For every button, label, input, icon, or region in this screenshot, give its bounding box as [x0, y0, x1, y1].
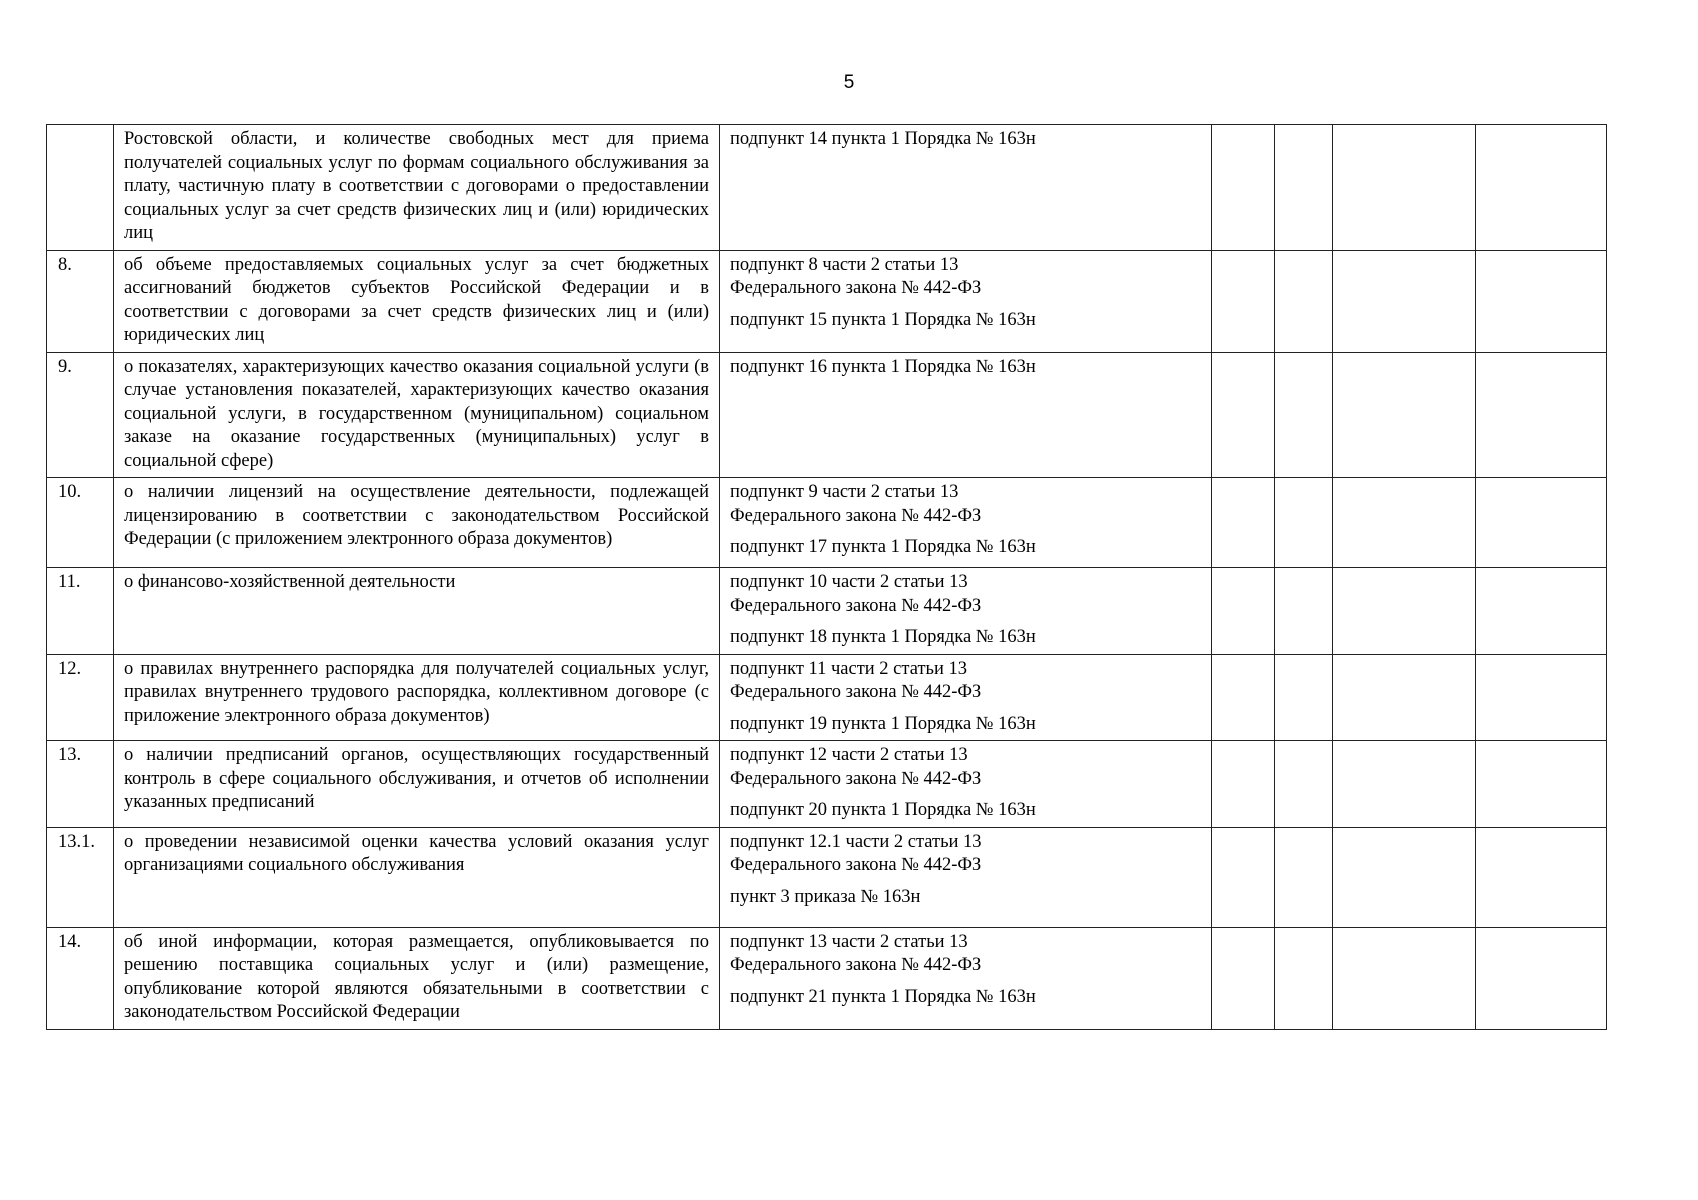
- row-number: 9.: [47, 352, 114, 478]
- row-number: 10.: [47, 478, 114, 568]
- page-number: 5: [843, 72, 855, 93]
- row-description: о показателях, характеризующих качество оказания социальной услуги (в случае установления показателей, характеризующих качество оказания социальной услуги, в государственном (муниципальном) социальном заказе на оказание государственных (муниципальных) услуг в социальной сфере): [114, 352, 720, 478]
- empty-cell: [1476, 741, 1607, 828]
- row-description: о проведении независимой оценки качества условий оказания услуг организациями социального обслуживания: [114, 827, 720, 927]
- empty-cell: [1212, 125, 1275, 251]
- reference-line: подпункт 19 пункта 1 Порядка № 163н: [730, 713, 1036, 734]
- empty-cell: [1275, 568, 1333, 655]
- empty-cell: [1212, 741, 1275, 828]
- reference-line: подпункт 8 части 2 статьи 13: [730, 254, 959, 275]
- table-row: [47, 125, 1607, 251]
- empty-cell: [1333, 250, 1476, 352]
- reference-line: пункт 3 приказа № 163н: [730, 886, 921, 907]
- empty-cell: [1333, 827, 1476, 927]
- row-description: о наличии предписаний органов, осуществляющих государственный контроль в сфере социального обслуживания, и отчетов об исполнении указанных предписаний: [114, 741, 720, 828]
- reference-line: Федерального закона № 442-ФЗ: [730, 278, 982, 298]
- table-row: [47, 250, 1607, 352]
- table-row: [47, 654, 1607, 741]
- empty-cell: [1212, 927, 1275, 1029]
- row-legal-reference: [720, 741, 1212, 828]
- row-description: о правилах внутреннего распорядка для получателей социальных услуг, правилах внутреннего трудового распорядка, коллективном договоре (с приложение электронного образа документов): [114, 654, 720, 741]
- empty-cell: [1476, 478, 1607, 568]
- empty-cell: [1275, 478, 1333, 568]
- reference-line: подпункт 10 части 2 статьи 13: [730, 572, 968, 592]
- reference-line: подпункт 9 части 2 статьи 13: [730, 482, 959, 502]
- reference-line: Федерального закона № 442-ФЗ: [730, 768, 982, 789]
- table-row: [47, 927, 1607, 1029]
- reference-line: подпункт 18 пункта 1 Порядка № 163н: [730, 627, 1036, 647]
- requirements-table: [46, 124, 1607, 1030]
- reference-spacer: [730, 618, 1201, 626]
- reference-spacer: [730, 301, 1201, 309]
- empty-cell: [1212, 250, 1275, 352]
- empty-cell: [1333, 654, 1476, 741]
- reference-spacer: [730, 791, 1201, 799]
- row-description: о наличии лицензий на осуществление деятельности, подлежащей лицензированию в соответствии с законодательством Российской Федерации (с приложением электронного образа документов): [114, 478, 720, 568]
- empty-cell: [1275, 654, 1333, 741]
- reference-spacer: [730, 528, 1201, 536]
- empty-cell: [1476, 654, 1607, 741]
- table-row: [47, 568, 1607, 655]
- reference-spacer: [730, 705, 1201, 713]
- empty-cell: [1212, 568, 1275, 655]
- reference-line: подпункт 17 пункта 1 Порядка № 163н: [730, 537, 1036, 557]
- empty-cell: [1333, 741, 1476, 828]
- table-row: [47, 478, 1607, 568]
- empty-cell: [1212, 827, 1275, 927]
- reference-line: подпункт 12.1 части 2 статьи 13: [730, 831, 982, 852]
- empty-cell: [1333, 478, 1476, 568]
- empty-cell: [1212, 478, 1275, 568]
- reference-line: подпункт 21 пункта 1 Порядка № 163н: [730, 986, 1036, 1007]
- empty-cell: [1275, 125, 1333, 251]
- reference-line: подпункт 15 пункта 1 Порядка № 163н: [730, 309, 1036, 330]
- reference-line: подпункт 13 части 2 статьи 13: [730, 931, 968, 952]
- row-number: 14.: [47, 927, 114, 1029]
- empty-cell: [1333, 568, 1476, 655]
- empty-cell: [1333, 352, 1476, 478]
- empty-cell: [1476, 827, 1607, 927]
- empty-cell: [1275, 741, 1333, 828]
- reference-line: Федерального закона № 442-ФЗ: [730, 595, 982, 616]
- empty-cell: [1333, 927, 1476, 1029]
- row-legal-reference: [720, 478, 1212, 568]
- empty-cell: [1275, 927, 1333, 1029]
- empty-cell: [1476, 927, 1607, 1029]
- empty-cell: [1212, 654, 1275, 741]
- row-legal-reference: [720, 568, 1212, 655]
- reference-line: подпункт 16 пункта 1 Порядка № 163н: [730, 356, 1036, 377]
- table-row: [47, 352, 1607, 478]
- reference-spacer: [730, 878, 1201, 886]
- row-number: 13.1.: [47, 827, 114, 927]
- empty-cell: [1275, 250, 1333, 352]
- reference-line: подпункт 11 части 2 статьи 13: [730, 658, 967, 679]
- row-legal-reference: [720, 352, 1212, 478]
- empty-cell: [1476, 568, 1607, 655]
- row-number: 11.: [47, 568, 114, 655]
- reference-line: подпункт 20 пункта 1 Порядка № 163н: [730, 800, 1036, 820]
- row-number: [47, 125, 114, 251]
- row-number: 12.: [47, 654, 114, 741]
- reference-line: подпункт 14 пункта 1 Порядка № 163н: [730, 129, 1036, 149]
- reference-line: Федерального закона № 442-ФЗ: [730, 855, 982, 875]
- row-description: об иной информации, которая размещается, опубликовывается по решению поставщика социальных услуг и (или) размещение, опубликование которой являются обязательными в соответствии с законодательством Российской Федерации: [114, 927, 720, 1029]
- row-description: Ростовской области, и количестве свободных мест для приема получателей социальных услуг по формам социального обслуживания за плату, частичную плату в соответствии с договорами о предоставлении социальных услуг за счет средств физических лиц и (или) юридических лиц: [114, 125, 720, 251]
- row-description: об объеме предоставляемых социальных услуг за счет бюджетных ассигнований бюджетов субъектов Российской Федерации и в соответствии с договорами за счет средств физических лиц и (или) юридических лиц: [114, 250, 720, 352]
- empty-cell: [1476, 125, 1607, 251]
- row-number: 8.: [47, 250, 114, 352]
- row-legal-reference: [720, 250, 1212, 352]
- reference-line: Федерального закона № 442-ФЗ: [730, 955, 982, 975]
- row-legal-reference: [720, 927, 1212, 1029]
- reference-spacer: [730, 978, 1201, 986]
- row-legal-reference: [720, 654, 1212, 741]
- reference-line: Федерального закона № 442-ФЗ: [730, 682, 982, 702]
- empty-cell: [1333, 125, 1476, 251]
- row-legal-reference: [720, 827, 1212, 927]
- empty-cell: [1476, 352, 1607, 478]
- row-legal-reference: [720, 125, 1212, 251]
- row-description: о финансово-хозяйственной деятельности: [114, 568, 720, 655]
- empty-cell: [1275, 352, 1333, 478]
- table-row: [47, 741, 1607, 828]
- row-number: 13.: [47, 741, 114, 828]
- empty-cell: [1476, 250, 1607, 352]
- empty-cell: [1212, 352, 1275, 478]
- table-row: [47, 827, 1607, 927]
- reference-line: подпункт 12 части 2 статьи 13: [730, 745, 968, 765]
- reference-line: Федерального закона № 442-ФЗ: [730, 505, 982, 526]
- empty-cell: [1275, 827, 1333, 927]
